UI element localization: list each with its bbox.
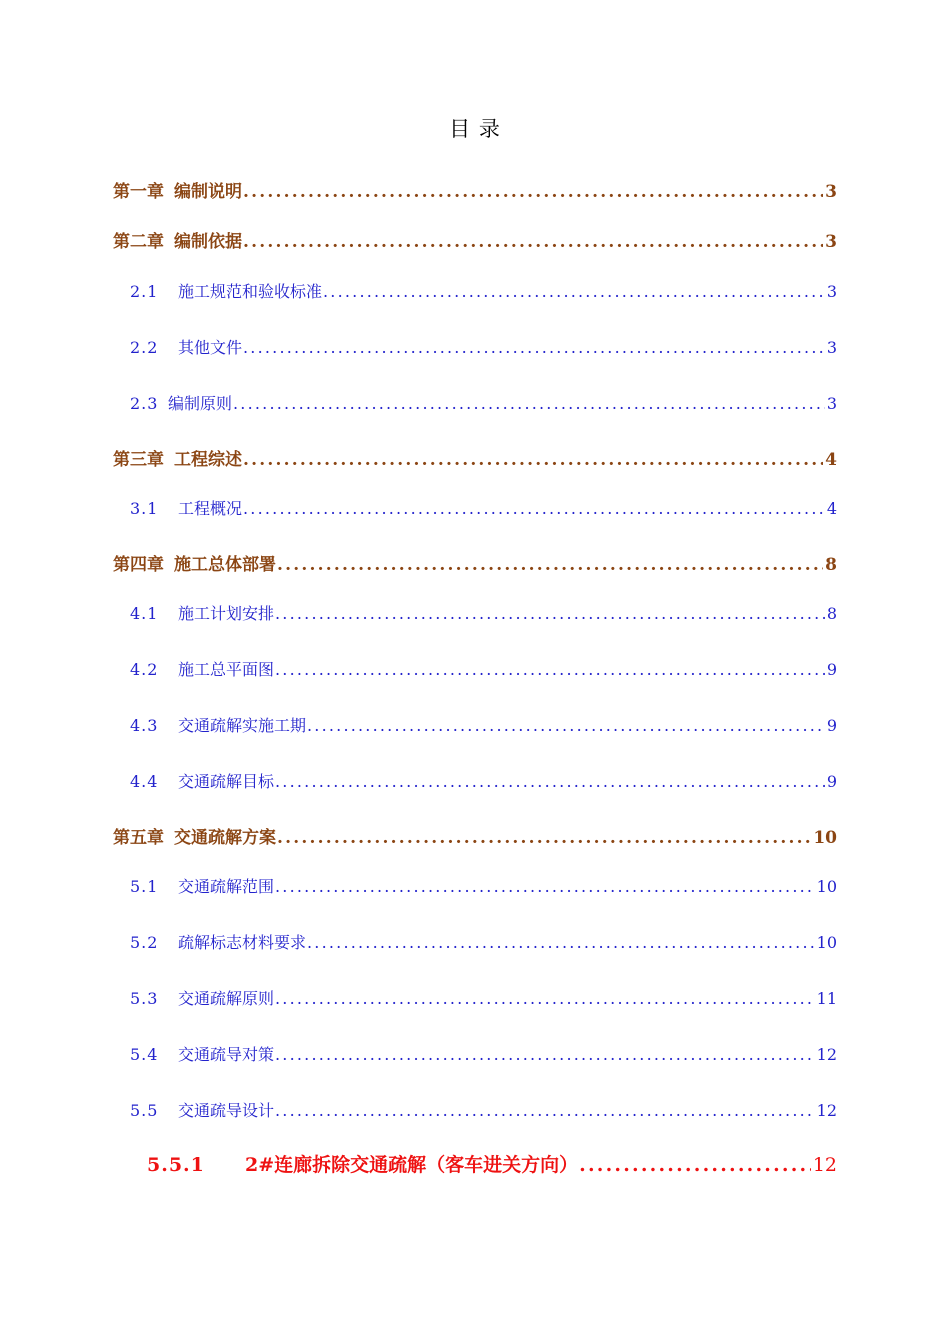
entry-title: 交通疏导设计 [178,1101,275,1120]
toc-entry-subsection-5-5-1[interactable] [147,1153,837,1177]
entry-title: 施工规范和验收标准 [178,282,323,301]
dot-leader [243,336,825,360]
entry-title: 施工计划安排 [178,604,275,623]
toc-entry-chapter-3[interactable] [113,448,837,472]
entry-page: 3 [825,232,837,252]
entry-number: 5.3 [130,989,159,1008]
dot-leader [323,280,825,304]
dot-leader [275,1043,815,1067]
toc-entry-section-2-3[interactable] [130,392,837,416]
entry-title: 其他文件 [178,338,243,357]
toc-entry-section-5-2[interactable] [130,931,837,955]
entry-number: 3.1 [130,499,159,518]
entry-page: 8 [825,555,837,575]
toc-entry-section-2-2[interactable] [130,336,837,360]
entry-page: 12 [816,1045,837,1064]
toc-title: 目 录 [449,117,501,141]
toc-entry-section-5-5[interactable] [130,1099,837,1123]
entry-title: 疏解标志材料要求 [178,933,307,952]
entry-title: 编制原则 [168,394,233,413]
entry-number: 第一章 [113,182,164,202]
toc-entry-chapter-4[interactable] [113,553,837,577]
dot-leader [275,770,825,794]
dot-leader [275,875,815,899]
entry-title: 交通疏解范围 [178,877,275,896]
entry-title: 工程概况 [178,499,243,518]
toc-entry-chapter-2[interactable] [113,230,837,254]
entry-page: 10 [816,877,837,896]
entry-number: 5.5 [130,1101,159,1120]
dot-leader [275,987,815,1011]
entry-page: 9 [826,772,837,791]
dot-leader [243,230,823,254]
entry-number: 2.3 [130,394,159,413]
dot-leader [277,826,811,850]
entry-title: 编制说明 [174,182,242,202]
entry-title: 交通疏导对策 [178,1045,275,1064]
entry-page: 3 [826,282,837,301]
entry-number: 4.1 [130,604,159,623]
entry-page: 3 [826,394,837,413]
toc-entry-section-5-4[interactable] [130,1043,837,1067]
entry-number: 第二章 [113,232,164,252]
entry-page: 12 [816,1101,837,1120]
entry-title: 交通疏解原则 [178,989,275,1008]
entry-page: 4 [825,450,837,470]
entry-page: 4 [826,499,837,518]
toc-entry-section-4-4[interactable] [130,770,837,794]
entry-page: 10 [813,828,837,848]
entry-page: 3 [826,338,837,357]
entry-title: 交通疏解目标 [178,772,275,791]
entry-number: 5.5.1 [147,1154,205,1176]
dot-leader [275,658,825,682]
dot-leader [275,1099,815,1123]
toc-entry-section-5-3[interactable] [130,987,837,1011]
dot-leader [233,392,825,416]
entry-title: 交通疏解实施工期 [178,716,307,735]
dot-leader [307,714,825,738]
toc-entry-section-4-2[interactable] [130,658,837,682]
toc-entry-chapter-1[interactable] [113,180,837,204]
toc-entry-chapter-5[interactable] [113,826,837,850]
entry-number: 4.4 [130,772,159,791]
toc-entry-section-4-1[interactable] [130,602,837,626]
toc-entry-section-4-3[interactable] [130,714,837,738]
entry-number: 第四章 [113,555,164,575]
entry-page: 10 [816,933,837,952]
entry-page: 9 [826,660,837,679]
entry-number: 4.3 [130,716,159,735]
entry-number: 5.4 [130,1045,159,1064]
entry-title: 交通疏解方案 [174,828,276,848]
entry-title: 工程综述 [174,450,242,470]
entry-number: 5.1 [130,877,159,896]
entry-number: 2.2 [130,338,159,357]
dot-leader [243,448,823,472]
dot-leader [307,931,815,955]
entry-number: 第五章 [113,828,164,848]
dot-leader [275,602,825,626]
entry-title: 2#连廊拆除交通疏解（客车进关方向） [245,1154,579,1176]
toc-entry-section-3-1[interactable] [130,497,837,521]
entry-title: 施工总平面图 [178,660,275,679]
entry-page: 8 [826,604,837,623]
dot-leader [579,1153,811,1177]
entry-page: 12 [812,1154,837,1176]
entry-title: 施工总体部署 [174,555,276,575]
entry-page: 3 [825,182,837,202]
dot-leader [277,553,823,577]
toc-entry-section-5-1[interactable] [130,875,837,899]
toc-entry-section-2-1[interactable] [130,280,837,304]
entry-page: 11 [816,989,837,1008]
dot-leader [243,180,823,204]
entry-number: 4.2 [130,660,159,679]
entry-page: 9 [826,716,837,735]
entry-title: 编制依据 [174,232,242,252]
dot-leader [243,497,825,521]
entry-number: 第三章 [113,450,164,470]
entry-number: 2.1 [130,282,159,301]
entry-number: 5.2 [130,933,159,952]
